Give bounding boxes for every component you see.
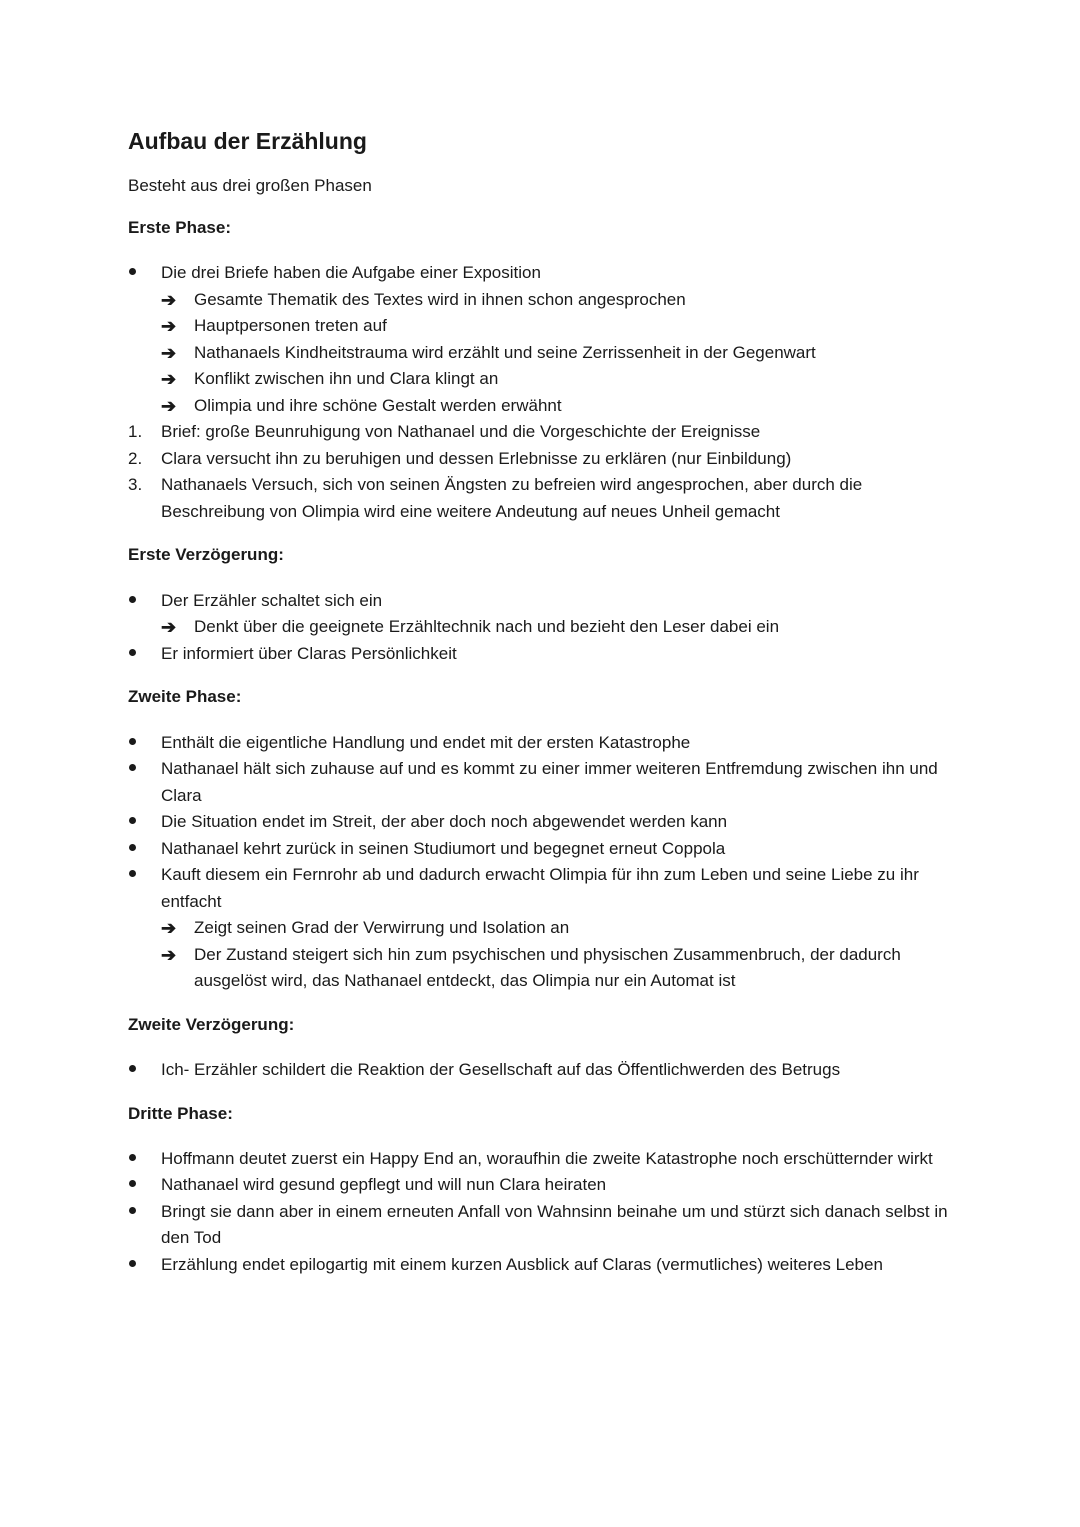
bullet-item [128,730,958,757]
bullet-text: Ich- Erzähler schildert die Reaktion der Gesellschaft auf das Öffentlichwerden des Betrugs [161,1060,841,1080]
arrow-item [161,287,958,314]
numbered-item [128,446,958,473]
bullet-item [128,1199,958,1252]
arrow-item [161,915,958,942]
intro-text: Besteht aus drei großen Phasen [128,175,372,195]
bullet-text: Kauft diesem ein Fernrohr ab und dadurch erwacht Olimpia für ihn zum Leben und seine Liebe zu ihr entfacht [161,865,919,911]
section-body [128,730,958,995]
section-body [128,1057,958,1084]
bullet-icon [128,1146,148,1173]
document-page [128,128,958,1298]
section-body [128,588,958,668]
numbered-text: Clara versucht ihn zu beruhigen und dessen Erlebnisse zu erklären (nur Einbildung) [161,448,792,468]
bullet-item [128,588,958,615]
bullet-icon [128,756,148,783]
arrow-text: Denkt über die geeignete Erzähltechnik nach und bezieht den Leser dabei ein [194,617,780,637]
bullet-item [128,836,958,863]
arrow-item [161,942,958,995]
arrow-text: Nathanaels Kindheitstrauma wird erzählt und seine Zerrissenheit in der Gegenwart [194,342,816,362]
arrow-right-icon: ➔ [161,617,177,638]
bullet-icon [128,588,148,615]
bullet-list [128,730,958,995]
bullet-icon [128,862,148,889]
bullet-item [128,1172,958,1199]
arrow-text: Der Zustand steigert sich hin zum psychischen und physischen Zusammenbruch, der dadurch ausgelöst wird, das Nathanael entdeckt, das Olimpia nur ein Automat ist [194,944,901,991]
bullet-text: Nathanael hält sich zuhause auf und es kommt zu einer immer weiteren Entfremdung zwischen ihn und Clara [161,759,938,805]
sections-container [128,218,958,1278]
arrow-item [161,313,958,340]
item-number: 1. [128,422,143,442]
bullet-text: Erzählung endet epilogartig mit einem kurzen Ausblick auf Claras (vermutliches) weiteres Leben [161,1254,883,1274]
section-heading: Erste Phase: [128,217,231,237]
arrow-right-icon: ➔ [161,918,177,939]
bullet-icon [128,1172,148,1199]
section-heading: Zweite Verzögerung: [128,1014,295,1034]
bullet-item [128,756,958,809]
bullet-text: Bringt sie dann aber in einem erneuten Anfall von Wahnsinn beinahe um und stürzt sich danach selbst in den Tod [161,1201,948,1248]
bullet-list [128,588,958,668]
section-heading: Dritte Phase: [128,1103,233,1123]
bullet-text: Der Erzähler schaltet sich ein [161,590,383,610]
bullet-icon [128,1057,148,1084]
section-body [128,260,958,525]
bullet-icon [128,260,148,287]
section-heading: Zweite Phase: [128,687,242,707]
numbered-item [128,472,958,525]
bullet-text: Er informiert über Claras Persönlichkeit [161,643,457,663]
bullet-icon [128,1252,148,1279]
bullet-item [128,1057,958,1084]
bullet-icon [128,730,148,757]
bullet-text: Nathanael wird gesund gepflegt und will nun Clara heiraten [161,1175,607,1195]
arrow-item [161,366,958,393]
bullet-item [128,1252,958,1279]
numbered-text: Brief: große Beunruhigung von Nathanael und die Vorgeschichte der Ereignisse [161,422,761,442]
bullet-text: Nathanael kehrt zurück in seinen Studiumort und begegnet erneut Coppola [161,838,726,858]
bullet-text: Die Situation endet im Streit, der aber doch noch abgewendet werden kann [161,812,728,832]
numbered-list [128,419,958,525]
arrow-text: Hauptpersonen treten auf [194,316,387,336]
section-heading: Erste Verzögerung: [128,545,284,565]
arrow-right-icon: ➔ [161,289,177,310]
arrow-text: Konflikt zwischen ihn und Clara klingt an [194,369,499,389]
bullet-list [128,260,958,419]
bullet-item [128,862,958,915]
bullet-icon [128,836,148,863]
bullet-icon [128,641,148,668]
document-title: Aufbau der Erzählung [128,128,367,154]
bullet-item [128,1146,958,1173]
arrow-right-icon: ➔ [161,395,177,416]
bullet-text: Hoffmann deutet zuerst ein Happy End an, woraufhin die zweite Katastrophe noch erschütternder wirkt [161,1148,933,1168]
arrow-item [161,614,958,641]
arrow-right-icon: ➔ [161,369,177,390]
arrow-item [161,340,958,367]
bullet-text: Enthält die eigentliche Handlung und endet mit der ersten Katastrophe [161,732,691,752]
bullet-icon [128,1199,148,1226]
bullet-item [128,641,958,668]
arrow-text: Zeigt seinen Grad der Verwirrung und Isolation an [194,918,570,938]
bullet-list [128,1057,958,1084]
bullet-text: Die drei Briefe haben die Aufgabe einer Exposition [161,263,541,283]
arrow-item [161,393,958,420]
bullet-icon [128,809,148,836]
arrow-right-icon: ➔ [161,944,177,965]
arrow-text: Olimpia und ihre schöne Gestalt werden erwähnt [194,395,562,415]
numbered-item [128,419,958,446]
bullet-item [128,809,958,836]
bullet-item [128,260,958,287]
arrow-text: Gesamte Thematik des Textes wird in ihnen schon angesprochen [194,289,686,309]
item-number: 3. [128,475,143,495]
bullet-list [128,1146,958,1279]
arrow-right-icon: ➔ [161,316,177,337]
arrow-right-icon: ➔ [161,342,177,363]
section-body [128,1146,958,1279]
item-number: 2. [128,448,143,468]
numbered-text: Nathanaels Versuch, sich von seinen Ängsten zu befreien wird angesprochen, aber durch die Beschreibung von Olimpia wird eine weitere Andeutung auf neues Unheil gemacht [161,475,863,521]
